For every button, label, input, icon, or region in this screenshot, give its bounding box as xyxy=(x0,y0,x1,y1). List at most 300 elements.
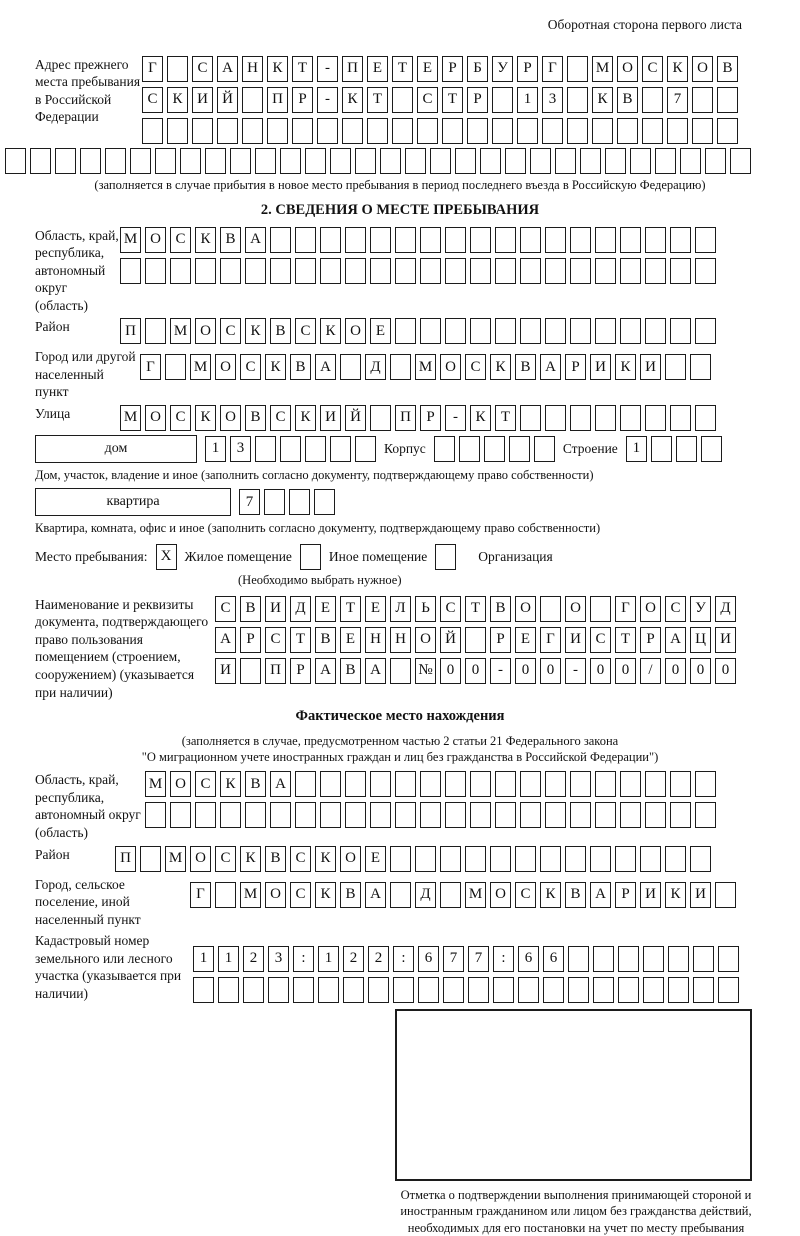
char-box[interactable]: М xyxy=(170,318,191,344)
char-box[interactable] xyxy=(495,258,516,284)
char-box[interactable]: 6 xyxy=(543,946,564,972)
char-box[interactable]: Й xyxy=(345,405,366,431)
char-box[interactable] xyxy=(380,148,401,174)
char-box[interactable]: С xyxy=(290,846,311,872)
char-box[interactable]: А xyxy=(245,227,266,253)
char-box[interactable]: Р xyxy=(517,56,538,82)
char-box[interactable]: 0 xyxy=(515,658,536,684)
char-box[interactable] xyxy=(595,771,616,797)
char-box[interactable]: 2 xyxy=(368,946,389,972)
char-box[interactable]: С xyxy=(465,354,486,380)
char-box[interactable] xyxy=(264,489,285,515)
char-box[interactable] xyxy=(420,227,441,253)
char-box[interactable] xyxy=(509,436,530,462)
char-box[interactable] xyxy=(645,258,666,284)
char-box[interactable]: К xyxy=(540,882,561,908)
char-box[interactable]: О xyxy=(490,882,511,908)
char-box[interactable] xyxy=(495,227,516,253)
char-box[interactable] xyxy=(540,596,561,622)
char-box[interactable] xyxy=(255,148,276,174)
char-box[interactable] xyxy=(592,118,613,144)
char-box[interactable] xyxy=(670,771,691,797)
char-box[interactable] xyxy=(717,118,738,144)
char-box[interactable]: Т xyxy=(367,87,388,113)
char-box[interactable]: Н xyxy=(365,627,386,653)
char-box[interactable]: Г xyxy=(540,627,561,653)
char-box[interactable] xyxy=(470,227,491,253)
char-box[interactable] xyxy=(595,318,616,344)
char-box[interactable] xyxy=(567,87,588,113)
char-box[interactable] xyxy=(705,148,726,174)
char-box[interactable] xyxy=(370,405,391,431)
char-box[interactable]: В xyxy=(220,227,241,253)
char-box[interactable] xyxy=(120,258,141,284)
char-box[interactable]: К xyxy=(265,354,286,380)
char-box[interactable] xyxy=(695,318,716,344)
char-box[interactable]: А xyxy=(215,627,236,653)
char-box[interactable] xyxy=(665,846,686,872)
char-box[interactable] xyxy=(695,405,716,431)
char-box[interactable] xyxy=(443,977,464,1003)
char-box[interactable] xyxy=(145,802,166,828)
char-box[interactable] xyxy=(242,87,263,113)
char-box[interactable] xyxy=(205,148,226,174)
char-box[interactable] xyxy=(440,846,461,872)
char-box[interactable]: Д xyxy=(365,354,386,380)
char-box[interactable]: 7 xyxy=(443,946,464,972)
char-box[interactable]: М xyxy=(465,882,486,908)
char-box[interactable] xyxy=(445,318,466,344)
char-box[interactable] xyxy=(417,118,438,144)
char-box[interactable]: О xyxy=(145,227,166,253)
char-box[interactable]: Р xyxy=(290,658,311,684)
char-box[interactable]: Р xyxy=(292,87,313,113)
char-box[interactable]: О xyxy=(515,596,536,622)
char-box[interactable] xyxy=(645,227,666,253)
char-box[interactable]: К xyxy=(315,882,336,908)
char-box[interactable]: К xyxy=(240,846,261,872)
char-box[interactable] xyxy=(465,627,486,653)
apartment-type-box[interactable]: квартира xyxy=(35,488,231,516)
char-box[interactable] xyxy=(618,977,639,1003)
char-box[interactable] xyxy=(695,227,716,253)
char-box[interactable] xyxy=(445,227,466,253)
char-box[interactable] xyxy=(345,258,366,284)
char-box[interactable] xyxy=(565,846,586,872)
char-box[interactable] xyxy=(593,946,614,972)
char-box[interactable]: С xyxy=(170,227,191,253)
char-box[interactable]: А xyxy=(270,771,291,797)
char-box[interactable] xyxy=(692,87,713,113)
char-box[interactable]: И xyxy=(640,354,661,380)
char-box[interactable] xyxy=(668,977,689,1003)
char-box[interactable]: Л xyxy=(390,596,411,622)
char-box[interactable] xyxy=(520,318,541,344)
char-box[interactable]: О xyxy=(692,56,713,82)
char-box[interactable] xyxy=(195,802,216,828)
char-box[interactable]: И xyxy=(320,405,341,431)
char-box[interactable] xyxy=(665,354,686,380)
char-box[interactable] xyxy=(445,258,466,284)
char-box[interactable]: С xyxy=(417,87,438,113)
char-box[interactable] xyxy=(495,318,516,344)
char-box[interactable]: С xyxy=(142,87,163,113)
char-box[interactable]: А xyxy=(540,354,561,380)
char-box[interactable] xyxy=(670,258,691,284)
char-box[interactable] xyxy=(605,148,626,174)
char-box[interactable] xyxy=(670,318,691,344)
char-box[interactable] xyxy=(470,802,491,828)
char-box[interactable]: В xyxy=(340,882,361,908)
char-box[interactable] xyxy=(145,318,166,344)
char-box[interactable] xyxy=(370,771,391,797)
char-box[interactable]: М xyxy=(165,846,186,872)
char-box[interactable]: М xyxy=(190,354,211,380)
char-box[interactable] xyxy=(670,227,691,253)
char-box[interactable] xyxy=(395,227,416,253)
char-box[interactable] xyxy=(393,977,414,1003)
char-box[interactable] xyxy=(330,436,351,462)
char-box[interactable] xyxy=(165,354,186,380)
char-box[interactable] xyxy=(405,148,426,174)
char-box[interactable] xyxy=(542,118,563,144)
char-box[interactable] xyxy=(293,977,314,1003)
char-box[interactable]: Г xyxy=(542,56,563,82)
char-box[interactable]: А xyxy=(365,882,386,908)
char-box[interactable] xyxy=(620,318,641,344)
char-box[interactable]: Н xyxy=(390,627,411,653)
char-box[interactable] xyxy=(420,318,441,344)
char-box[interactable] xyxy=(670,405,691,431)
char-box[interactable]: И xyxy=(590,354,611,380)
char-box[interactable]: В xyxy=(515,354,536,380)
char-box[interactable] xyxy=(590,596,611,622)
char-box[interactable]: Г xyxy=(140,354,161,380)
char-box[interactable] xyxy=(470,318,491,344)
char-box[interactable] xyxy=(620,405,641,431)
checkbox-other-premises[interactable] xyxy=(300,544,321,570)
char-box[interactable] xyxy=(390,354,411,380)
char-box[interactable] xyxy=(330,148,351,174)
char-box[interactable] xyxy=(343,977,364,1003)
char-box[interactable] xyxy=(695,771,716,797)
char-box[interactable] xyxy=(718,977,739,1003)
char-box[interactable] xyxy=(355,436,376,462)
char-box[interactable] xyxy=(645,405,666,431)
char-box[interactable]: С xyxy=(170,405,191,431)
char-box[interactable] xyxy=(570,405,591,431)
char-box[interactable] xyxy=(345,227,366,253)
char-box[interactable] xyxy=(545,802,566,828)
char-box[interactable]: С xyxy=(265,627,286,653)
char-box[interactable] xyxy=(295,802,316,828)
char-box[interactable] xyxy=(690,354,711,380)
char-box[interactable]: Б xyxy=(467,56,488,82)
char-box[interactable] xyxy=(465,846,486,872)
char-box[interactable] xyxy=(5,148,26,174)
char-box[interactable]: В xyxy=(265,846,286,872)
char-box[interactable]: 7 xyxy=(667,87,688,113)
char-box[interactable] xyxy=(420,802,441,828)
char-box[interactable]: О xyxy=(220,405,241,431)
char-box[interactable]: - xyxy=(317,56,338,82)
char-box[interactable] xyxy=(320,227,341,253)
char-box[interactable]: М xyxy=(145,771,166,797)
char-box[interactable]: П xyxy=(395,405,416,431)
char-box[interactable] xyxy=(620,802,641,828)
char-box[interactable]: Д xyxy=(290,596,311,622)
char-box[interactable] xyxy=(670,802,691,828)
char-box[interactable] xyxy=(645,771,666,797)
char-box[interactable] xyxy=(130,148,151,174)
char-box[interactable] xyxy=(595,405,616,431)
char-box[interactable] xyxy=(645,318,666,344)
char-box[interactable]: К xyxy=(220,771,241,797)
char-box[interactable]: 6 xyxy=(418,946,439,972)
char-box[interactable]: В xyxy=(240,596,261,622)
char-box[interactable]: Й xyxy=(440,627,461,653)
char-box[interactable] xyxy=(445,771,466,797)
char-box[interactable]: : xyxy=(393,946,414,972)
char-box[interactable] xyxy=(540,846,561,872)
char-box[interactable] xyxy=(695,802,716,828)
char-box[interactable]: И xyxy=(265,596,286,622)
char-box[interactable] xyxy=(142,118,163,144)
char-box[interactable] xyxy=(317,118,338,144)
char-box[interactable] xyxy=(240,658,261,684)
char-box[interactable]: К xyxy=(245,318,266,344)
char-box[interactable]: - xyxy=(445,405,466,431)
char-box[interactable] xyxy=(170,258,191,284)
char-box[interactable] xyxy=(392,87,413,113)
char-box[interactable] xyxy=(595,227,616,253)
char-box[interactable]: И xyxy=(192,87,213,113)
char-box[interactable] xyxy=(140,846,161,872)
char-box[interactable]: Е xyxy=(315,596,336,622)
char-box[interactable]: 3 xyxy=(230,436,251,462)
char-box[interactable]: Н xyxy=(242,56,263,82)
char-box[interactable] xyxy=(543,977,564,1003)
char-box[interactable] xyxy=(545,771,566,797)
char-box[interactable]: / xyxy=(640,658,661,684)
char-box[interactable]: Р xyxy=(420,405,441,431)
char-box[interactable]: М xyxy=(240,882,261,908)
char-box[interactable]: П xyxy=(267,87,288,113)
char-box[interactable]: Ь xyxy=(415,596,436,622)
char-box[interactable]: К xyxy=(195,227,216,253)
char-box[interactable]: И xyxy=(565,627,586,653)
char-box[interactable]: Т xyxy=(292,56,313,82)
char-box[interactable] xyxy=(470,258,491,284)
char-box[interactable] xyxy=(368,977,389,1003)
char-box[interactable] xyxy=(495,771,516,797)
char-box[interactable] xyxy=(55,148,76,174)
char-box[interactable] xyxy=(643,977,664,1003)
char-box[interactable] xyxy=(218,977,239,1003)
char-box[interactable]: О xyxy=(340,846,361,872)
char-box[interactable] xyxy=(268,977,289,1003)
char-box[interactable] xyxy=(515,846,536,872)
char-box[interactable]: О xyxy=(145,405,166,431)
char-box[interactable]: К xyxy=(167,87,188,113)
char-box[interactable] xyxy=(620,227,641,253)
char-box[interactable] xyxy=(370,227,391,253)
char-box[interactable]: А xyxy=(217,56,238,82)
char-box[interactable] xyxy=(355,148,376,174)
char-box[interactable]: 7 xyxy=(239,489,260,515)
char-box[interactable] xyxy=(193,977,214,1003)
char-box[interactable]: С xyxy=(642,56,663,82)
char-box[interactable]: С xyxy=(440,596,461,622)
char-box[interactable] xyxy=(595,802,616,828)
char-box[interactable]: Р xyxy=(640,627,661,653)
char-box[interactable]: К xyxy=(470,405,491,431)
char-box[interactable]: И xyxy=(640,882,661,908)
char-box[interactable] xyxy=(580,148,601,174)
char-box[interactable]: С xyxy=(215,846,236,872)
char-box[interactable]: : xyxy=(293,946,314,972)
char-box[interactable]: К xyxy=(665,882,686,908)
char-box[interactable]: Е xyxy=(340,627,361,653)
char-box[interactable]: 7 xyxy=(468,946,489,972)
char-box[interactable] xyxy=(392,118,413,144)
char-box[interactable] xyxy=(642,118,663,144)
char-box[interactable] xyxy=(395,802,416,828)
char-box[interactable] xyxy=(230,148,251,174)
char-box[interactable]: В xyxy=(490,596,511,622)
char-box[interactable]: К xyxy=(315,846,336,872)
char-box[interactable]: К xyxy=(490,354,511,380)
char-box[interactable]: Ц xyxy=(690,627,711,653)
char-box[interactable]: Т xyxy=(340,596,361,622)
char-box[interactable]: П xyxy=(265,658,286,684)
char-box[interactable]: 6 xyxy=(518,946,539,972)
char-box[interactable]: 1 xyxy=(517,87,538,113)
char-box[interactable] xyxy=(493,977,514,1003)
char-box[interactable]: 1 xyxy=(218,946,239,972)
char-box[interactable] xyxy=(530,148,551,174)
char-box[interactable] xyxy=(192,118,213,144)
char-box[interactable]: С xyxy=(290,882,311,908)
char-box[interactable]: В xyxy=(270,318,291,344)
char-box[interactable]: О xyxy=(415,627,436,653)
char-box[interactable]: Т xyxy=(290,627,311,653)
char-box[interactable] xyxy=(395,771,416,797)
char-box[interactable] xyxy=(617,118,638,144)
char-box[interactable] xyxy=(620,258,641,284)
char-box[interactable]: О xyxy=(640,596,661,622)
char-box[interactable] xyxy=(620,771,641,797)
char-box[interactable]: Е xyxy=(365,596,386,622)
char-box[interactable]: К xyxy=(195,405,216,431)
char-box[interactable] xyxy=(568,977,589,1003)
char-box[interactable]: Д xyxy=(715,596,736,622)
char-box[interactable]: Е xyxy=(365,846,386,872)
char-box[interactable] xyxy=(295,771,316,797)
char-box[interactable]: К xyxy=(592,87,613,113)
char-box[interactable]: 0 xyxy=(590,658,611,684)
char-box[interactable]: В xyxy=(565,882,586,908)
char-box[interactable]: Е xyxy=(367,56,388,82)
char-box[interactable] xyxy=(345,771,366,797)
char-box[interactable] xyxy=(320,258,341,284)
char-box[interactable] xyxy=(314,489,335,515)
char-box[interactable] xyxy=(545,227,566,253)
char-box[interactable] xyxy=(370,802,391,828)
char-box[interactable] xyxy=(545,405,566,431)
char-box[interactable] xyxy=(505,148,526,174)
char-box[interactable] xyxy=(395,318,416,344)
char-box[interactable]: - xyxy=(565,658,586,684)
char-box[interactable] xyxy=(534,436,555,462)
char-box[interactable] xyxy=(167,118,188,144)
char-box[interactable]: В xyxy=(617,87,638,113)
char-box[interactable] xyxy=(701,436,722,462)
char-box[interactable] xyxy=(655,148,676,174)
char-box[interactable]: 1 xyxy=(318,946,339,972)
char-box[interactable] xyxy=(370,258,391,284)
char-box[interactable] xyxy=(692,118,713,144)
char-box[interactable]: 0 xyxy=(540,658,561,684)
char-box[interactable] xyxy=(642,87,663,113)
char-box[interactable] xyxy=(495,802,516,828)
char-box[interactable] xyxy=(492,118,513,144)
char-box[interactable]: В xyxy=(340,658,361,684)
char-box[interactable]: П xyxy=(342,56,363,82)
char-box[interactable] xyxy=(490,846,511,872)
char-box[interactable]: С xyxy=(240,354,261,380)
char-box[interactable] xyxy=(717,87,738,113)
char-box[interactable] xyxy=(220,258,241,284)
char-box[interactable]: М xyxy=(592,56,613,82)
char-box[interactable] xyxy=(220,802,241,828)
char-box[interactable]: А xyxy=(665,627,686,653)
char-box[interactable] xyxy=(318,977,339,1003)
char-box[interactable]: О xyxy=(195,318,216,344)
char-box[interactable] xyxy=(615,846,636,872)
char-box[interactable] xyxy=(270,258,291,284)
char-box[interactable] xyxy=(595,258,616,284)
checkbox-residential[interactable]: X xyxy=(156,544,177,570)
char-box[interactable] xyxy=(170,802,191,828)
char-box[interactable] xyxy=(718,946,739,972)
char-box[interactable]: Р xyxy=(490,627,511,653)
char-box[interactable] xyxy=(342,118,363,144)
char-box[interactable]: О xyxy=(265,882,286,908)
char-box[interactable]: - xyxy=(490,658,511,684)
char-box[interactable] xyxy=(570,227,591,253)
char-box[interactable] xyxy=(390,882,411,908)
char-box[interactable] xyxy=(520,771,541,797)
char-box[interactable] xyxy=(520,227,541,253)
char-box[interactable]: А xyxy=(315,658,336,684)
char-box[interactable] xyxy=(305,436,326,462)
char-box[interactable]: С xyxy=(192,56,213,82)
char-box[interactable] xyxy=(730,148,751,174)
char-box[interactable] xyxy=(455,148,476,174)
char-box[interactable] xyxy=(270,227,291,253)
char-box[interactable] xyxy=(267,118,288,144)
char-box[interactable]: Г xyxy=(142,56,163,82)
char-box[interactable] xyxy=(470,771,491,797)
char-box[interactable] xyxy=(568,946,589,972)
char-box[interactable] xyxy=(693,946,714,972)
char-box[interactable]: 1 xyxy=(205,436,226,462)
char-box[interactable]: Р xyxy=(467,87,488,113)
char-box[interactable] xyxy=(518,977,539,1003)
char-box[interactable]: С xyxy=(665,596,686,622)
char-box[interactable] xyxy=(567,56,588,82)
